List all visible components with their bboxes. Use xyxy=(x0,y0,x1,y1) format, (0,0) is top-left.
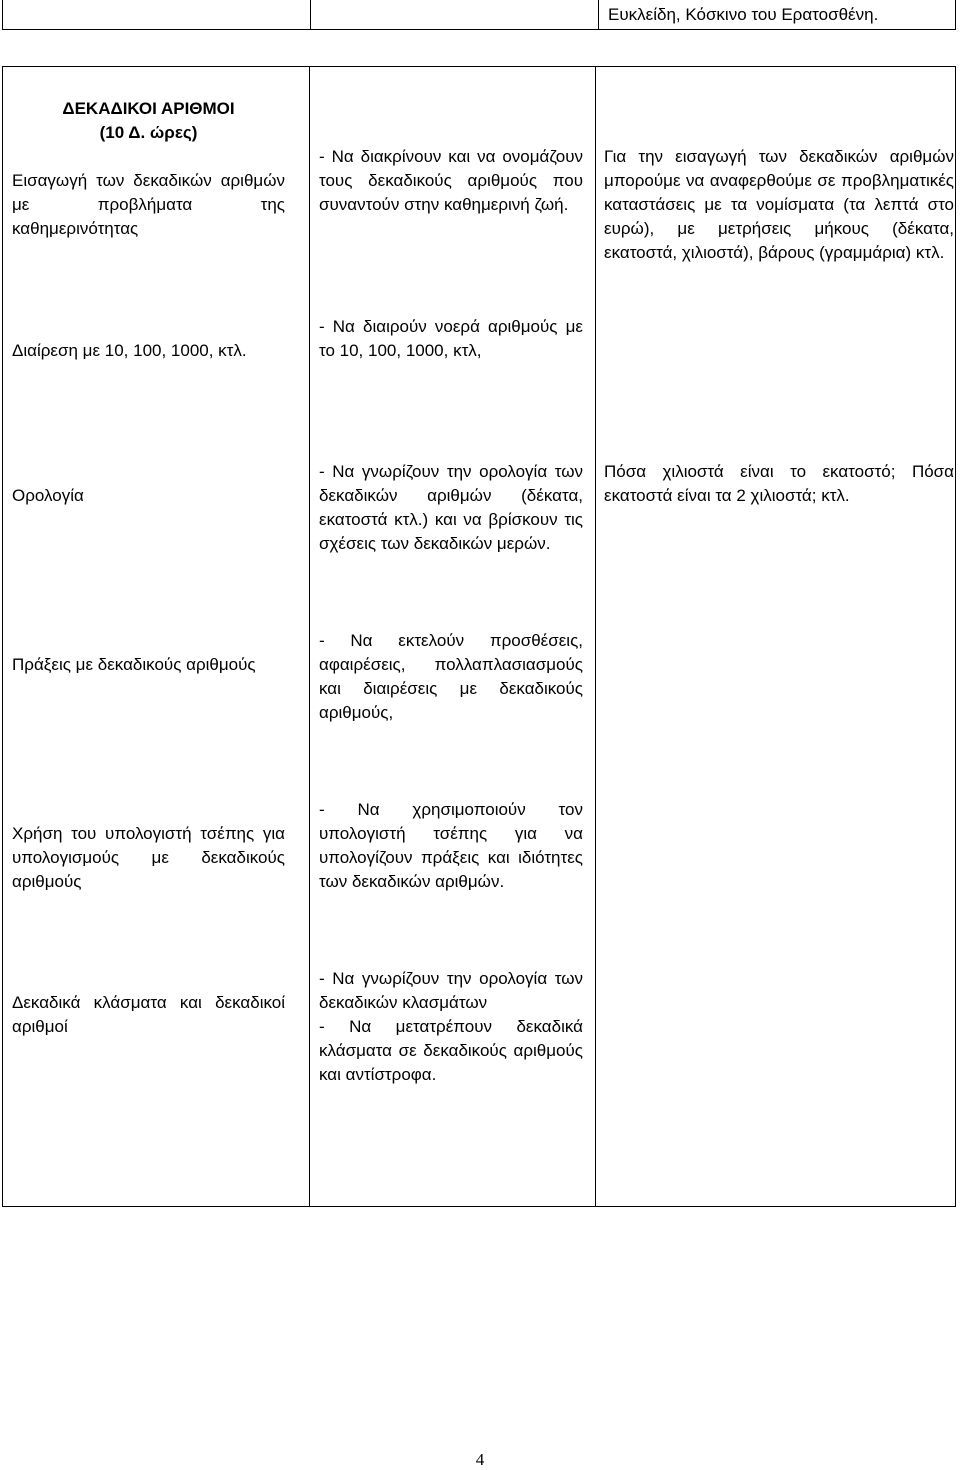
column-divider-2 xyxy=(595,67,596,1206)
topic-intro-decimals: Εισαγωγή των δεκαδικών αριθμών με προβλήματα της καθημερινότητας xyxy=(12,171,285,238)
topic-division: Διαίρεση με 10, 100, 1000, κτλ. xyxy=(12,341,247,360)
topic-operations: Πράξεις με δεκαδικούς αριθμούς xyxy=(12,655,256,674)
topic-decimal-fractions: Δεκαδικά κλάσματα και δεκαδικοί αριθμοί xyxy=(12,993,285,1036)
previous-row-col-activity: Ευκλείδη, Κόσκινο του Ερατοσθένη. xyxy=(608,5,879,24)
goal-decimal-fractions-conversion: - Να μετατρέπουν δεκαδικά κλάσματα σε δεκαδικούς αριθμούς και αντίστροφα. xyxy=(319,1017,583,1084)
page-number: 4 xyxy=(475,1450,485,1469)
activity-intro-decimals: Για την εισαγωγή των δεκαδικών αριθμών μπορούμε να αναφερθούμε σε προβληματικές καταστάσεις με τα νομίσματα (τα λεπτά στο ευρώ), με μετρήσεις μήκους (δέκατα, εκατοστά, χιλιοστά), βάρους (γραμμάρια) κτλ. xyxy=(604,147,954,262)
goal-decimal-fractions-terminology: - Να γνωρίζουν την ορολογία των δεκαδικών κλασμάτων xyxy=(319,969,583,1012)
goal-terminology: - Να γνωρίζουν την ορολογία των δεκαδικών αριθμών (δέκατα, εκατοστά κτλ.) και να βρίσκουν τις σχέσεις των δεκαδικών μερών. xyxy=(319,462,583,553)
section-hours: (10 Δ. ώρες) xyxy=(99,123,198,142)
previous-row-col-topic xyxy=(3,0,311,29)
topic-calculator: Χρήση του υπολογιστή τσέπης για υπολογισμούς με δεκαδικούς αριθμούς xyxy=(12,824,285,891)
goal-division: - Να διαιρούν νοερά αριθμούς με το 10, 100, 1000, κτλ, xyxy=(319,317,583,360)
previous-table-row xyxy=(2,0,956,30)
activity-terminology: Πόσα χιλιοστά είναι το εκατοστό; Πόσα εκατοστά είναι τα 2 χιλιοστά; κτλ. xyxy=(604,462,954,505)
curriculum-table xyxy=(2,66,956,1207)
topic-terminology: Ορολογία xyxy=(12,486,84,505)
goal-operations: - Να εκτελούν προσθέσεις, αφαιρέσεις, πολλαπλασιασμούς και διαιρέσεις με δεκαδικούς αριθμούς, xyxy=(319,631,583,722)
goal-intro-decimals: - Να διακρίνουν και να ονομάζουν τους δεκαδικούς αριθμούς που συναντούν στην καθημερινή ζωή. xyxy=(319,147,583,214)
section-title: ΔΕΚΑΔΙΚΟΙ ΑΡΙΘΜΟΙ xyxy=(62,99,235,118)
previous-row-col-goal xyxy=(311,0,599,29)
goal-calculator: - Να χρησιμοποιούν τον υπολογιστή τσέπης για να υπολογίζουν πράξεις και ιδιότητες των δεκαδικών αριθμών. xyxy=(319,800,583,891)
column-divider-1 xyxy=(309,67,310,1206)
